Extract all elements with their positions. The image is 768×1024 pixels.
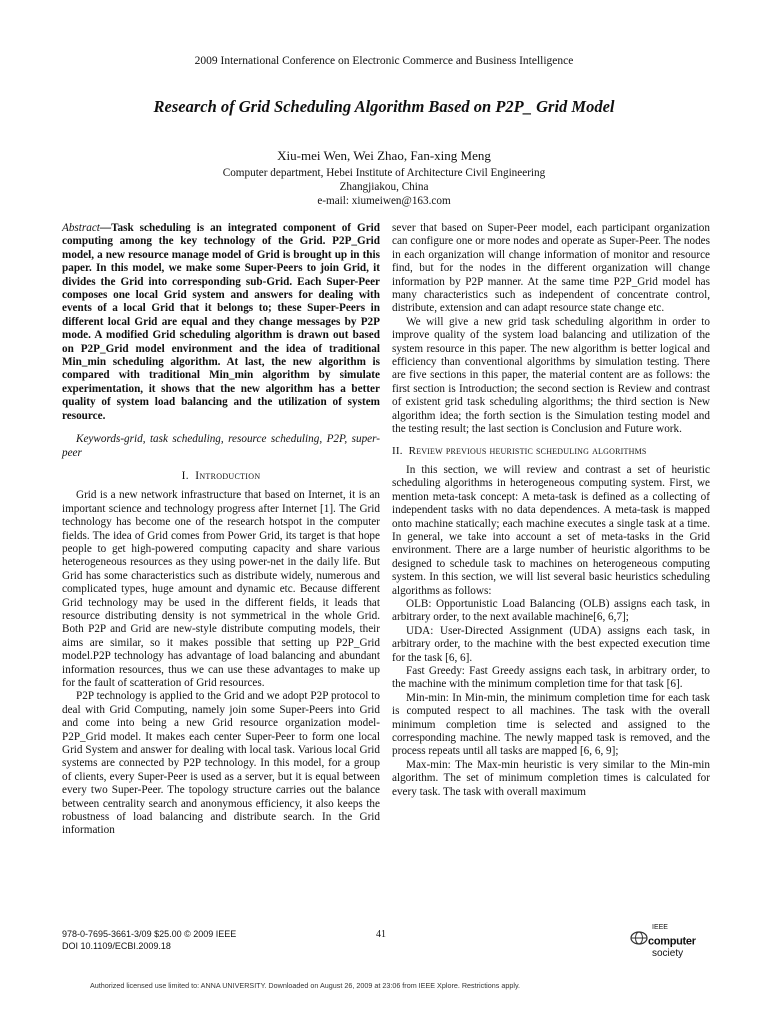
abstract-body: —Task scheduling is an integrated component of Grid computing among the key technology of the Grid. P2P_Grid model, a new resource manage model of Grid is brought up in this paper. In this model, we make some Super-Peers to join Grid, it divides the Grid into corresponding sub-Grid. Each Super-Peer composes one local Grid system and answers for dealing with events of a local Grid that it belongs to; these Super-Peers in different local Grid are equal and they change messages by P2P mode. A modified Grid scheduling algorithm is drawn out based on P2P_Grid model environment and the idea of traditional Min_min scheduling algorithm. At last, the new algorithm is compared with traditional Min_min algorithm by simulate experimentation, it shows that the new algorithm has a better quality of system load balancing and the utilization of system resource. <box>62 222 380 422</box>
email[interactable]: e-mail: xiumeiwen@163.com <box>317 195 451 207</box>
review-paragraph-1: In this section, we will review and contrast a set of heuristic scheduling algorithms in heterogeneous computing system. First, we mention meta-task concept: A meta-task is defined as a collecting of independent tasks with no data dependences. A meta-task is mapped onto machine statically; each machine executes a single task at a time. In general, we take into account a set of meta-tasks in the Grid environment. There are a large number of heuristic algorithms to be designed to schedule task to machines on heterogeneous computing system. In this section, we will list several basic heuristics scheduling algorithms as follows: <box>392 463 710 597</box>
conference-name: 2009 International Conference on Electronic Commerce and Business Intelligence <box>194 55 574 67</box>
affiliation: Computer department, Hebei Institute of Architecture Civil Engineering <box>222 167 546 179</box>
right-column <box>392 222 710 799</box>
intro-paragraph-3: sever that based on Super-Peer model, each participant organization can configure one or more nodes and operate as Super-Peer. The nodes in each organization will change information of monitor and resource find, but for the nodes in the different organization will change information by P2P manner. At the same time P2P_Grid model has many characteristics such as independent of concentrate control, distribute, extension and can adapt resource state change etc. <box>392 222 710 315</box>
review-min-min: Min-min: In Min-min, the minimum completion time for each task is computed respect to all machines. The task with the overall minimum completion time is selected and assigned to the corresponding machine. The newly mapped task is removed, and the process repeats until all tasks are mapped [6, 6, 9]; <box>392 691 710 758</box>
footer-copyright <box>62 928 236 952</box>
review-olb: OLB: Opportunistic Load Balancing (OLB) assigns each task, in arbitrary order, to the next available machine[6, 6,7]; <box>392 597 710 624</box>
ieee-computer-society-logo <box>630 924 696 959</box>
review-uda: UDA: User-Directed Assignment (UDA) assigns each task, in arbitrary order, to the machine with the best expected execution time for the task [6, 6]. <box>392 624 710 664</box>
isbn: 978-0-7695-3661-3/09 $25.00 © 2009 IEEE <box>62 929 237 939</box>
logo-society-text: society <box>652 948 684 959</box>
page-number: 41 <box>376 929 386 940</box>
license-notice: Authorized licensed use limited to: ANNA UNIVERSITY. Downloaded on August 26, 2009 at 23:06 from IEEE Xplore. Restrictions apply. <box>90 981 521 990</box>
abstract <box>62 222 380 423</box>
logo-computer-text: computer <box>648 935 696 948</box>
globe-icon <box>630 931 648 950</box>
paper-title: Research of Grid Scheduling Algorithm Based on P2P_ Grid Model <box>153 97 615 116</box>
section-heading-introduction: I. Introduction <box>181 469 261 482</box>
abstract-lead: Abstract <box>62 222 100 234</box>
left-column <box>62 222 380 838</box>
affiliation-block <box>0 166 768 208</box>
logo-ieee-text: IEEE <box>652 924 668 931</box>
review-max-min: Max-min: The Max-min heuristic is very similar to the Min-min algorithm. The set of minimum completion times is calculated for every task. The task with overall maximum <box>392 758 710 798</box>
author-list: Xiu-mei Wen, Wei Zhao, Fan-xing Meng <box>277 148 491 163</box>
section-heading-review: II. Review previous heuristic scheduling algorithms <box>392 444 647 457</box>
location: Zhangjiakou, China <box>339 181 429 193</box>
keywords: Keywords-grid, task scheduling, resource scheduling, P2P, super-peer <box>62 433 380 459</box>
intro-paragraph-1: Grid is a new network infrastructure that based on Internet, it is an important science and technology progress after Internet [1]. The Grid technology has become one of the research hotspot in the computer fields. The idea of Grid comes from Power Grid, its target is that hope people to get high-powered computing capacity and share various heterogeneous resources as they using power-net in the daily life. But Grid has some characteristics such as distribute widely, numerous and complicated types, huge amount and dynamic etc. Because different Grid technology may be used in the different fields, it leads that resource distributing density is not symmetrical in the whole Grid. Both P2P and Grid are new-style distribute computing models, their aims are similar, so it makes possible that setting up P2P_Grid model.P2P technology has advantage of load balancing and abundant information resources, thus we can use these advantages to make up for the fault of scatteration of Grid resources. <box>62 489 380 689</box>
intro-paragraph-4: We will give a new grid task scheduling algorithm in order to improve quality of the system load balancing and utilization of the system resource in this paper. The new algorithm is better logical and efficiency than conventional algorithms by simulation testing. There are five sections in this paper, the material content are as follows: the first section is Introduction; the second section is Review and contrast of existent grid task scheduling algorithms; the third section is New algorithm idea; the forth section is the Simulation testing model and the testing result; the last section is Conclusion and Future work. <box>392 315 710 436</box>
review-fast-greedy: Fast Greedy: Fast Greedy assigns each task, in arbitrary order, to the machine with the minimum completion time for that task [6]. <box>392 665 710 691</box>
intro-paragraph-2: P2P technology is applied to the Grid and we adopt P2P protocol to deal with Grid Computing, namely join some Super-Peers into Grid and come into being a new Grid resource organization model-P2P_Grid model. It makes each center Super-Peer to form one local Grid System and answer for dealing with local task. Various local Grid systems are connected by P2P technology. In this model, for a group of clients, every Super-Peer is used as a server, but it is equal between every two Super-Peer. The topology structure carries out the balance between centrality search and anonymous efficiency, it also keeps the robustness of load balancing and distribute search. In the Grid information <box>62 690 380 837</box>
doi: DOI 10.1109/ECBI.2009.18 <box>62 941 171 951</box>
